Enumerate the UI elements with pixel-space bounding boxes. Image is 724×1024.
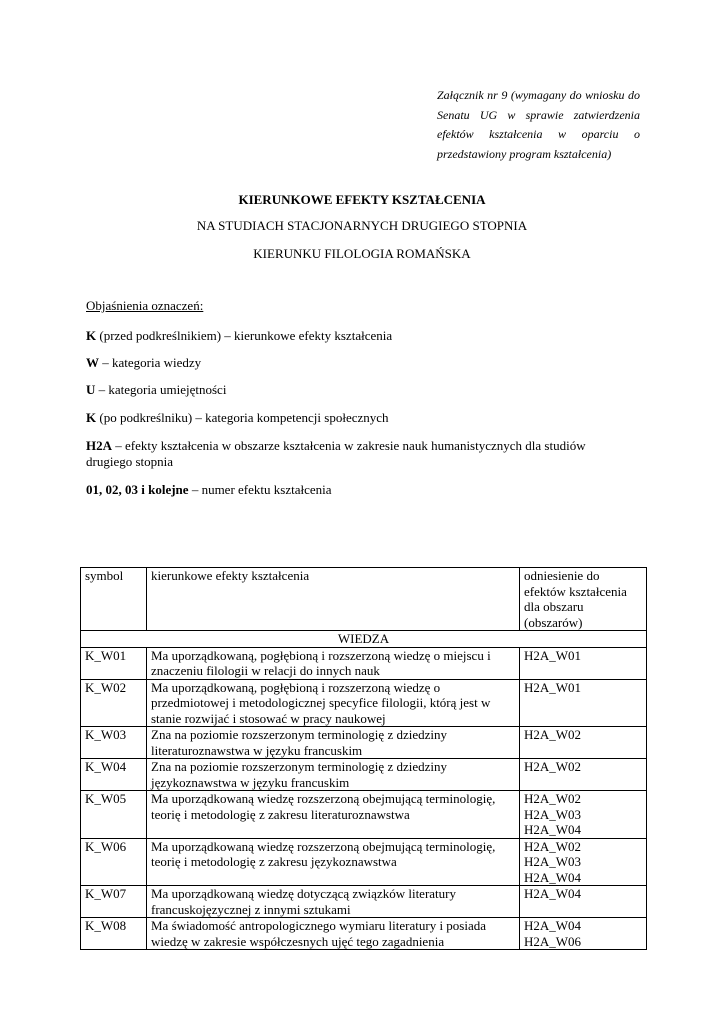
symbol-cell: K_W01 (81, 647, 147, 679)
header-reference: odniesienie do efektów kształcenia dla obszaru (obszarów) (520, 568, 647, 631)
reference-cell: H2A_W01 (520, 647, 647, 679)
legend-key: 01, 02, 03 i kolejne (86, 482, 189, 497)
reference-cell: H2A_W04 H2A_W06 (520, 918, 647, 950)
legend-heading: Objaśnienia oznaczeń: (86, 298, 204, 313)
legend-text: – kategoria wiedzy (99, 355, 202, 370)
legend-item (86, 410, 626, 426)
reference-cell: H2A_W02 (520, 759, 647, 791)
header-outcomes: kierunkowe efekty kształcenia (147, 568, 520, 631)
outcome-cell: Ma uporządkowaną wiedzę dotyczącą związków literatury francuskojęzycznej z innymi sztukami (147, 886, 520, 918)
outcome-cell: Ma świadomość antropologicznego wymiaru literatury i posiada wiedzę w zakresie współczesnych ujęć tego zagadnienia (147, 918, 520, 950)
symbol-cell: K_W08 (81, 918, 147, 950)
legend-item (86, 355, 626, 371)
reference-cell: H2A_W04 (520, 886, 647, 918)
outcome-cell: Ma uporządkowaną wiedzę rozszerzoną obejmującą terminologię, teorię i metodologię z zakresu językoznawstwa (147, 838, 520, 886)
table-row (81, 679, 647, 727)
legend-item (86, 328, 626, 344)
legend-text: (przed podkreślnikiem) – kierunkowe efekty kształcenia (96, 328, 393, 343)
legend-item (86, 438, 626, 470)
table-row (81, 647, 647, 679)
reference-cell: H2A_W02 H2A_W03 H2A_W04 (520, 838, 647, 886)
symbol-cell: K_W04 (81, 759, 147, 791)
legend-key: K (86, 410, 97, 425)
reference-cell: H2A_W02 (520, 727, 647, 759)
legend-key: W (86, 355, 99, 370)
learning-outcomes-table (80, 567, 647, 950)
legend-text: – kategoria umiejętności (95, 382, 227, 397)
table-row (81, 727, 647, 759)
legend-item (86, 382, 626, 398)
legend-text: (po podkreślniku) – kategoria kompetencji społecznych (96, 410, 389, 425)
outcome-cell: Zna na poziomie rozszerzonym terminologię z dziedziny literaturoznawstwa w języku francuskim (147, 727, 520, 759)
legend-text: – numer efektu kształcenia (188, 482, 332, 497)
outcome-cell: Ma uporządkowaną, pogłębioną i rozszerzoną wiedzę o przedmiotowej i metodologicznej specyfice filologii, którą jest w stanie rozwijać i stosować w pracy naukowej (147, 679, 520, 727)
document-subtitle-field: KIERUNKU FILOLOGIA ROMAŃSKA (253, 246, 471, 261)
table-row (81, 886, 647, 918)
legend-key: K (86, 328, 97, 343)
symbol-cell: K_W02 (81, 679, 147, 727)
annex-note: Załącznik nr 9 (wymagany do wniosku do Senatu UG w sprawie zatwierdzenia efektów kształcenia w oparciu o przedstawiony program kształcenia) (437, 88, 640, 161)
header-symbol: symbol (81, 568, 147, 631)
symbol-cell: K_W03 (81, 727, 147, 759)
section-row (81, 631, 647, 648)
symbol-cell: K_W07 (81, 886, 147, 918)
outcome-cell: Ma uporządkowaną, pogłębioną i rozszerzoną wiedzę o miejscu i znaczeniu filologii w relacji do innych nauk (147, 647, 520, 679)
legend-text: – efekty kształcenia w obszarze kształcenia w zakresie nauk humanistycznych dla studiów drugiego stopnia (86, 438, 586, 469)
legend-key: U (86, 382, 96, 397)
legend-item (86, 482, 626, 498)
table-row (81, 791, 647, 839)
symbol-cell: K_W06 (81, 838, 147, 886)
table-header-row (81, 568, 647, 631)
reference-cell: H2A_W02 H2A_W03 H2A_W04 (520, 791, 647, 839)
symbol-cell: K_W05 (81, 791, 147, 839)
document-subtitle: NA STUDIACH STACJONARNYCH DRUGIEGO STOPNIA (196, 218, 528, 233)
table-row (81, 759, 647, 791)
table-row (81, 838, 647, 886)
reference-cell: H2A_W01 (520, 679, 647, 727)
table-row (81, 918, 647, 950)
document-title: KIERUNKOWE EFEKTY KSZTAŁCENIA (238, 192, 486, 207)
section-label: WIEDZA (81, 631, 647, 648)
legend-key: H2A (86, 438, 112, 453)
outcome-cell: Zna na poziomie rozszerzonym terminologię z dziedziny językoznawstwa w języku francuskim (147, 759, 520, 791)
outcome-cell: Ma uporządkowaną wiedzę rozszerzoną obejmującą terminologię, teorię i metodologię z zakresu literaturoznawstwa (147, 791, 520, 839)
